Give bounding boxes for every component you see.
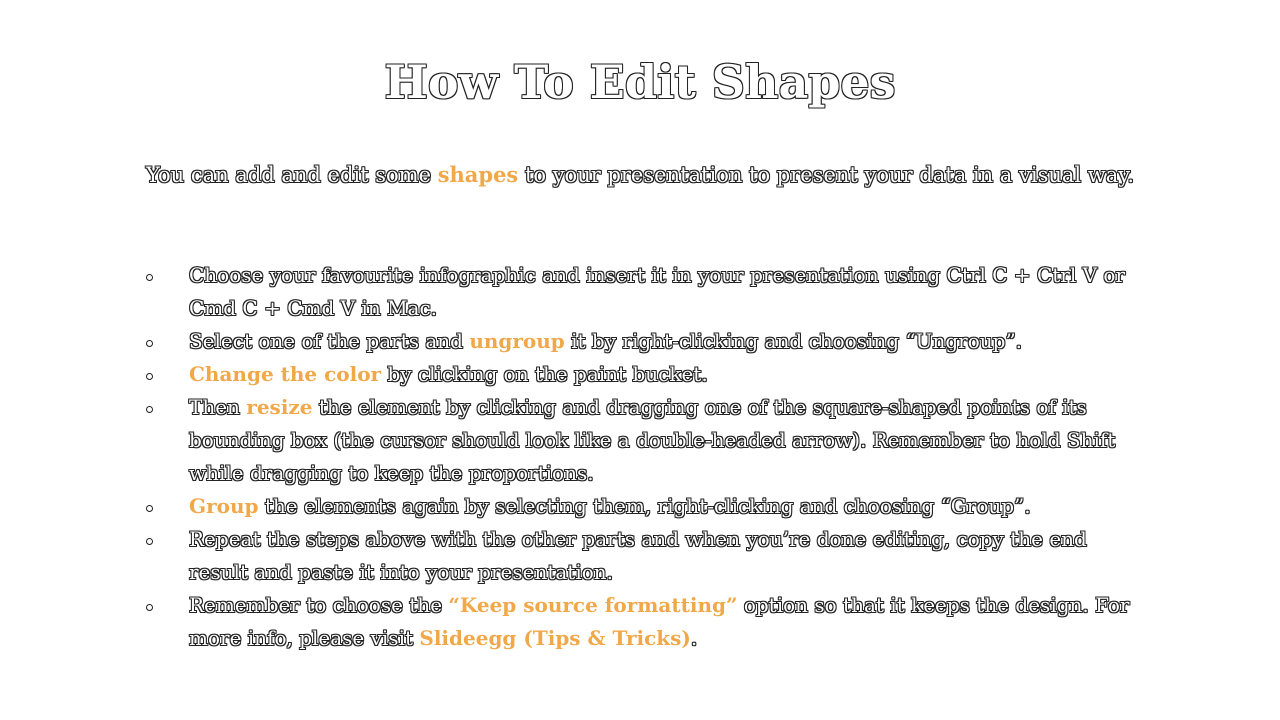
list-item	[140, 523, 1140, 589]
list-item	[140, 391, 1140, 490]
step-text: the elements again by selecting them, right-clicking and choosing “Group”.	[258, 494, 1031, 518]
step-highlight: resize	[246, 395, 313, 419]
list-item	[140, 259, 1140, 325]
bullet-icon	[146, 505, 153, 512]
page-title: How To Edit Shapes	[384, 55, 896, 109]
subtitle-highlight: shapes	[437, 162, 519, 187]
bullet-icon	[146, 406, 153, 413]
bullet-icon	[146, 340, 153, 347]
step-highlight: “Keep source formatting”	[448, 593, 738, 617]
step-text: option so that it keeps the design. For more info, please visit	[189, 593, 1130, 650]
bullet-icon	[146, 373, 153, 380]
step-text: Remember to choose the	[189, 593, 449, 617]
step-text: Then	[189, 395, 247, 419]
step-text: the element by clicking and dragging one of the square-shaped points of its bounding box (the cursor should look like a double-headed arrow). Remember to hold Shift while dragging to keep the proportions.	[189, 395, 1116, 485]
step-highlight: Change the color	[189, 362, 382, 386]
step-highlight: Group	[189, 494, 259, 518]
steps-list	[140, 259, 1140, 655]
step-text: .	[690, 626, 698, 650]
step-text: Repeat the steps above with the other parts and when you’re done editing, copy the end result and paste it into your presentation.	[189, 527, 1087, 584]
bullet-icon	[146, 274, 153, 281]
slideegg-link[interactable]: Slideegg (Tips & Tricks)	[419, 626, 691, 650]
list-item	[140, 325, 1140, 358]
list-item	[140, 589, 1140, 655]
step-highlight: ungroup	[469, 329, 565, 353]
bullet-icon	[146, 604, 153, 611]
step-text: it by right-clicking and choosing “Ungroup”.	[564, 329, 1023, 353]
bullet-icon	[146, 538, 153, 545]
step-text: by clicking on the paint bucket.	[381, 362, 708, 386]
step-text: Choose your favourite infographic and insert it in your presentation using Ctrl C + Ctrl V or Cmd C + Cmd V in Mac.	[189, 263, 1126, 320]
list-item	[140, 490, 1140, 523]
step-text: Select one of the parts and	[189, 329, 470, 353]
subtitle	[0, 160, 1280, 190]
list-item	[140, 358, 1140, 391]
subtitle-text-before: You can add and edit some	[145, 163, 438, 187]
subtitle-text-after: to your presentation to present your data in a visual way.	[518, 163, 1135, 187]
